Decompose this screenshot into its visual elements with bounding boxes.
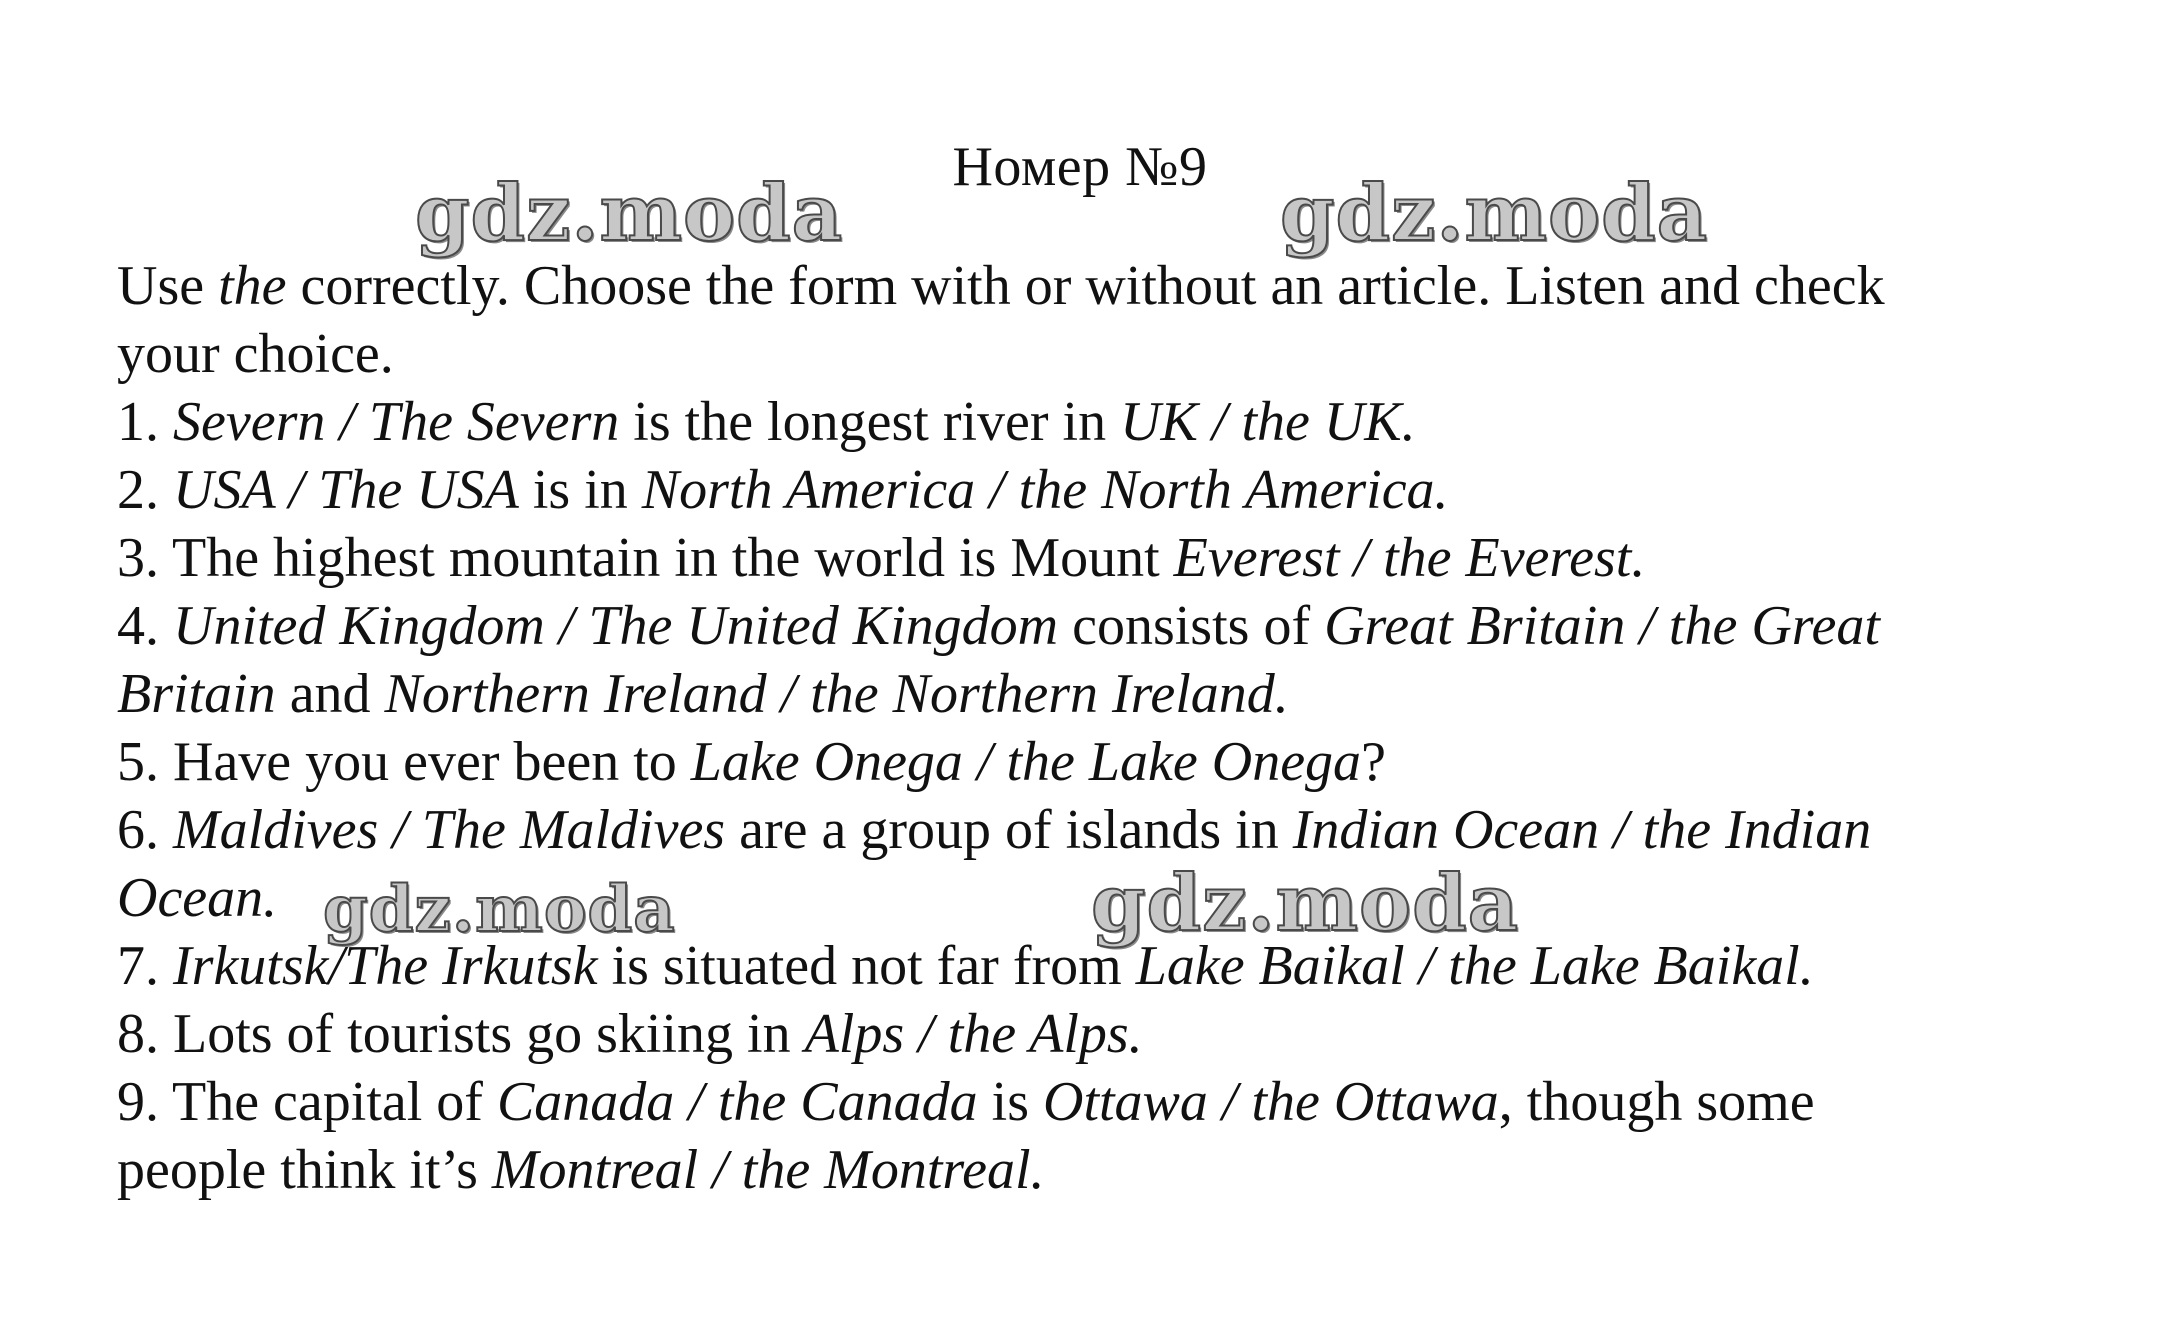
italic-option-text: Northern Ireland / the Northern Ireland. (384, 663, 1289, 725)
body-text: correctly. Choose the form with or without an article. Listen and check (286, 255, 1885, 317)
body-text: and (275, 663, 385, 725)
italic-option-text: Lake Onega / the Lake Onega (690, 731, 1362, 793)
watermark: gdz.moda (415, 168, 844, 259)
body-text: are a group of islands in (725, 799, 1293, 861)
italic-option-text: the (218, 255, 287, 317)
text-line (117, 1000, 2067, 1068)
text-line (117, 456, 2067, 524)
watermark: gdz.moda (1280, 168, 1709, 259)
text-line (117, 524, 2067, 592)
body-text: is situated not far from (597, 935, 1136, 997)
italic-option-text: Ocean. (117, 867, 278, 929)
italic-option-text: Lake Baikal / the Lake Baikal. (1135, 935, 1814, 997)
italic-option-text: North America / the North America. (641, 459, 1449, 521)
body-text: 4. (117, 595, 173, 657)
text-line (117, 1068, 2067, 1136)
body-text: is (977, 1071, 1043, 1133)
text-line (117, 796, 2067, 864)
body-text: Use (117, 255, 219, 317)
italic-option-text: Canada / the Canada (496, 1071, 978, 1133)
text-line (117, 592, 2067, 660)
italic-option-text: Ottawa / the Ottawa (1043, 1071, 1499, 1133)
body-text: 8. Lots of tourists go skiing in (117, 1003, 805, 1065)
body-text: 3. The highest mountain in the world is Mount (117, 527, 1174, 589)
text-line (117, 728, 2067, 796)
text-line (117, 252, 2067, 320)
text-line (117, 320, 2067, 388)
text-line (117, 932, 2067, 1000)
body-text: 9. The capital of (117, 1071, 497, 1133)
body-text: ? (1361, 731, 1386, 793)
italic-option-text: Britain (117, 663, 276, 725)
italic-option-text: USA / The USA (173, 459, 519, 521)
body-text: 6. (117, 799, 173, 861)
body-text: consists of (1058, 595, 1325, 657)
text-line (117, 864, 2067, 932)
body-text: , though some (1498, 1071, 1815, 1133)
italic-option-text: Montreal / the Montreal. (491, 1139, 1045, 1201)
body-text: people think it’s (117, 1139, 492, 1201)
body-text: 7. (117, 935, 173, 997)
italic-option-text: Severn / The Severn (173, 391, 620, 453)
body-text: 2. (117, 459, 173, 521)
page-title: Номер №9 (952, 136, 1208, 198)
body-text: 5. Have you ever been to (117, 731, 691, 793)
watermark: gdz.moda (1091, 858, 1520, 949)
italic-option-text: Everest / the Everest. (1173, 527, 1646, 589)
italic-option-text: UK / the UK. (1120, 391, 1416, 453)
italic-option-text: Indian Ocean / the Indian (1292, 799, 1872, 861)
body-text: is in (518, 459, 642, 521)
italic-option-text: Irkutsk/The Irkutsk (173, 935, 598, 997)
text-line (117, 388, 2067, 456)
italic-option-text: Alps / the Alps. (804, 1003, 1143, 1065)
text-line (117, 660, 2067, 728)
italic-option-text: Maldives / The Maldives (173, 799, 726, 861)
text-line (117, 1136, 2067, 1204)
italic-option-text: United Kingdom / The United Kingdom (173, 595, 1059, 657)
watermark: gdz.moda (323, 872, 676, 947)
body-text: is the longest river in (619, 391, 1121, 453)
body-text: your choice. (117, 323, 394, 385)
body-text: 1. (117, 391, 173, 453)
exercise-text (117, 252, 2067, 1204)
italic-option-text: Great Britain / the Great (1324, 595, 1880, 657)
